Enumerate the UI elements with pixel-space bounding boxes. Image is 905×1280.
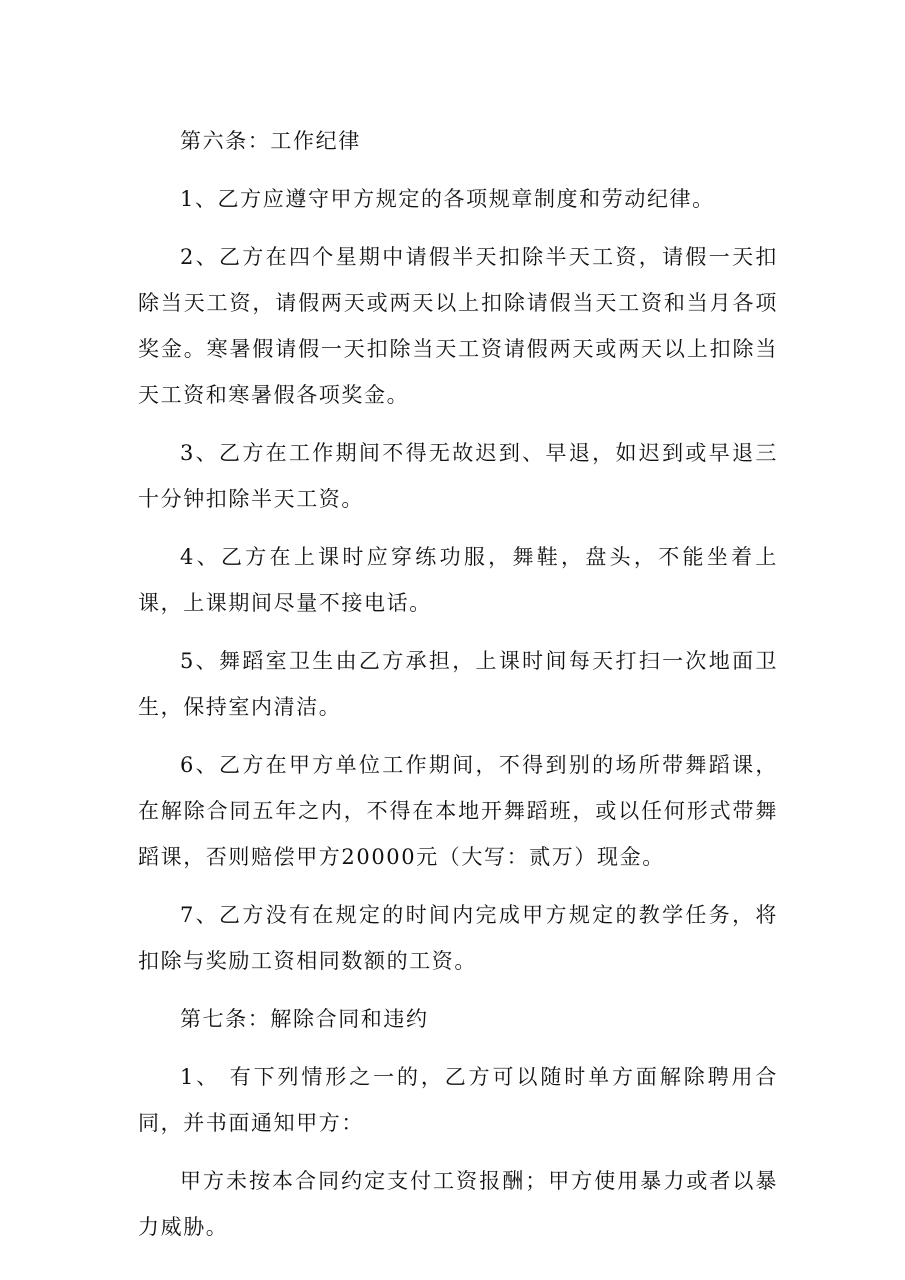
clause-6-2: 2、乙方在四个星期中请假半天扣除半天工资，请假一天扣除当天工资，请假两天或两天以上扣除请假当天工资和当月各项奖金。寒暑假请假一天扣除当天工资请假两天或两天以上扣除当天工资和寒暑假各项奖金。 [138, 245, 778, 407]
clause-6-6: 6、乙方在甲方单位工作期间，不得到别的场所带舞蹈课，在解除合同五年之内，不得在本地开舞蹈班，或以任何形式带舞蹈课，否则赔偿甲方20000元（大写：贰万）现金。 [138, 753, 778, 869]
clause-7-1-detail: 甲方未按本合同约定支付工资报酬；甲方使用暴力或者以暴力威胁。 [138, 1169, 778, 1239]
clause-6-1: 1、乙方应遵守甲方规定的各项规章制度和劳动纪律。 [180, 187, 715, 211]
clause-6-5: 5、舞蹈室卫生由乙方承担，上课时间每天打扫一次地面卫生，保持室内清洁。 [138, 649, 778, 719]
section-heading-article-7: 第七条：解除合同和违约 [180, 1007, 429, 1031]
clause-7-1: 1、 有下列情形之一的，乙方可以随时单方面解除聘用合同，并书面通知甲方： [138, 1065, 778, 1135]
clause-6-4: 4、乙方在上课时应穿练功服，舞鞋，盘头，不能坐着上课，上课期间尽量不接电话。 [138, 545, 778, 615]
clause-6-3: 3、乙方在工作期间不得无故迟到、早退，如迟到或早退三十分钟扣除半天工资。 [138, 441, 778, 511]
document-body [138, 118, 778, 1262]
section-heading-article-6: 第六条：工作纪律 [180, 129, 361, 153]
clause-6-7: 7、乙方没有在规定的时间内完成甲方规定的教学任务，将扣除与奖励工资相同数额的工资。 [138, 903, 778, 973]
